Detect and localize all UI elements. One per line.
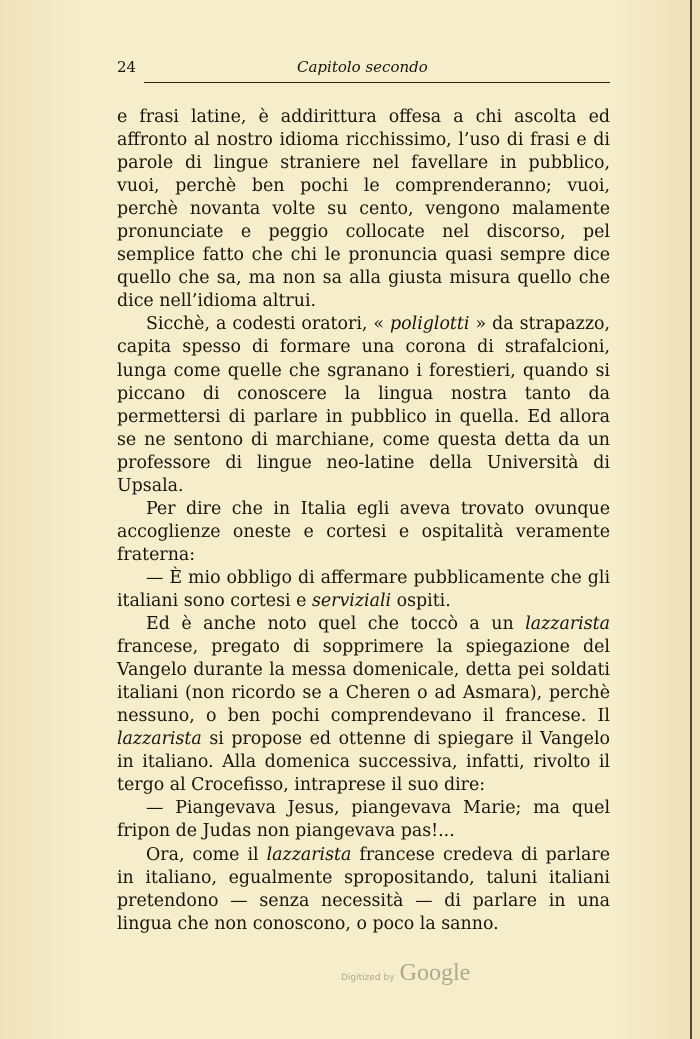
text-run: si propose ed ottenne di spiegare il Vangelo in italiano. Alla domenica successiva, infatti, rivolto il tergo al Crocefisso, intraprese il suo dire:	[117, 729, 610, 796]
text-run: francese credeva di parlare in italiano, egualmente spropositando, taluni italiani pretendono — senza necessità — di parlare in una lingua che non conoscono, o poco la sanno.	[117, 844, 610, 934]
text-run: » da strapazzo, capita spesso di formare una corona di strafalcioni, lunga come quelle che sgranano i forestieri, quando si piccano di conoscere la lingua nostra tanto da permettersi di parlare in pubblico in quella. Ed allora se ne sentono di marchiane, come questa detta da un professore di lingue neo-latine della Università di Upsala.	[117, 314, 610, 496]
italic-term: lazzarista	[525, 614, 610, 635]
paragraph-5	[117, 613, 610, 797]
page-header	[117, 56, 610, 84]
paragraph-2	[117, 313, 610, 497]
italic-term: lazzarista	[117, 729, 202, 750]
paragraph-6: — Piangevava Jesus, piangevava Marie; ma quel fripon de Judas non piangevava pas!...	[117, 798, 610, 842]
text-run: Sicchè, a codesti oratori, «	[146, 314, 391, 335]
watermark-prefix: Digitized by	[341, 973, 395, 983]
text-run: francese, pregato di sopprimere la spiegazione del Vangelo durante la messa domenicale, detta pei soldati italiani (non ricordo se a Cheren o ad Asmara), perchè nessuno, o ben pochi comprendevano il francese. Il	[117, 637, 610, 727]
text-run: — È mio obbligo di affermare pubblicamente che gli italiani sono cortesi e	[117, 567, 610, 611]
paragraph-7	[117, 844, 610, 936]
italic-term: lazzarista	[266, 844, 352, 865]
page-edge	[690, 0, 692, 1039]
paragraph-1: e frasi latine, è addirittura offesa a chi ascolta ed affronto al nostro idioma ricchissimo, l’uso di frasi e di parole di lingue straniere nel favellare in pubblico, vuoi, perchè ben pochi le comprenderanno; vuoi, perchè novanta volte su cento, vengono malamente pronunciate e peggio collocate nel discorso, pel semplice fatto che chi le pronuncia quasi sempre dice quello che sa, ma non sa alla giusta misura quello che dice nell’idioma altrui.	[117, 107, 610, 312]
paragraph-4	[117, 567, 610, 613]
text-run: Ed è anche noto quel che toccò a un	[146, 614, 526, 635]
text-run: ospiti.	[391, 590, 451, 611]
paragraph-3: Per dire che in Italia egli aveva trovato ovunque accoglienze oneste e cortesi e ospitalità veramente fraterna:	[117, 498, 610, 565]
page-number: 24	[117, 58, 137, 76]
header-rule	[144, 82, 610, 83]
google-logo: Google	[399, 960, 471, 986]
italic-term: poliglotti	[390, 314, 470, 335]
running-title: Capitolo secondo	[297, 58, 428, 76]
text-run: Ora, come il	[146, 844, 267, 865]
digitized-watermark	[341, 960, 470, 987]
italic-term: serviziali	[311, 590, 392, 611]
body-text	[117, 106, 610, 936]
